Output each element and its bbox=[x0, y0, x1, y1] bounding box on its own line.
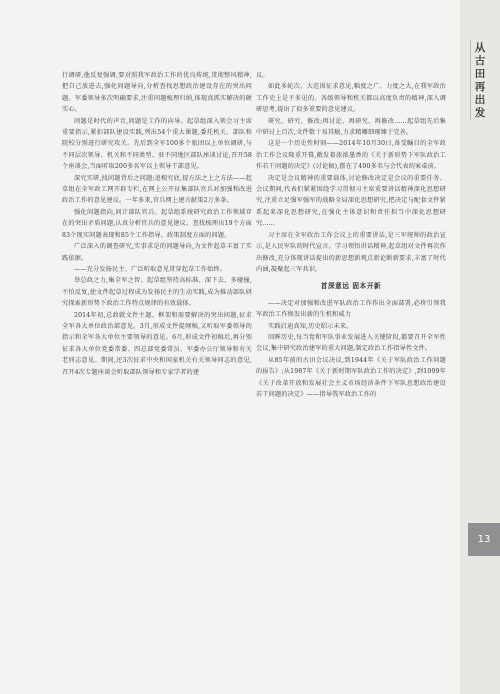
paragraph: 问题是时代的声音,问题是工作的向导。起草组深入领会习主席重要指示,紧扣部队建设实践,列出54个重大课题,委托机关、部队和院校分别进行研究攻关。先后到全军100多个旅团以上单位调研,与不同层次领导、机关和不同类型、驻不同地区部队座谈讨论,召开58个座谈会,当面听取200多名军以上领导干部意见。 bbox=[62, 117, 252, 171]
page-number: 13 bbox=[477, 534, 491, 545]
paragraph: 从85年前的古田会议决议,到1944年《关于军队政治工作问题的报告》;从1987年《关于新时期军队政治工作的决定》,到1999年《关于改革开放和发展社会主义市场经济条件下军队思想政治建设若干问题的决定》——指导我军政治工作的 bbox=[256, 356, 446, 398]
right-column bbox=[256, 70, 446, 400]
paragraph: 行调研,他反复强调,要对照我军政治工作的优良传统,贯彻整风精神,把自己放进去,强化问题导向,分析查找思想政治建设存在的突出问题。军委领导多次明确要求,注重问题梳理归纳,体现真抓实解决的硬实心。 bbox=[62, 72, 252, 114]
paragraph: 回眸历史,每当党和军队事业发展进入关键阶段,都要召开全军性会议,集中研究政治建军的重大问题,制定政治工作指导性文件。 bbox=[256, 333, 446, 353]
section-heading: 首深意远 固本开新 bbox=[320, 282, 382, 291]
paragraph: 深究实研,找问题背后之问题;追根究底,提方法之上之方法——起草组在全军政工网开辟专栏,在网上公开征集部队官兵对加强和改进政治工作的意见建议。一年多来,官兵网上建言献策2万多条。 bbox=[62, 174, 252, 205]
paragraph: ——决定对加强和改进军队政治工作作出全面部署,必将引领我军政治工作焕发出新的生机和威力 bbox=[256, 299, 446, 319]
paragraph: ——充分发扬民主、广泛听取意见贯穿起草工作始终。 bbox=[74, 265, 227, 273]
paragraph: 研究、研究、修改;再讨论、再研究、再修改……起草组先后集中研讨上百次,文件数十易其稿,力求精雕细琢臻于完善。 bbox=[256, 117, 446, 137]
section-title-vertical: 从古田再出发 bbox=[474, 42, 486, 119]
paragraph: 决定是会议精神的重要载体,讨论修改决定是会议的重要任务。会议期间,代表们紧紧围绕学习贯彻习主席重要讲话精神深化思想研究,注重立足强军强军的战略全局深化思想研究,把决定与配套文件紧系起来深化思想研究,在强化主体意识和责任担当中深化思想研究…… bbox=[256, 174, 446, 228]
left-column bbox=[62, 70, 252, 378]
paragraph: 如此多轮次、大范围征求意见,幅度之广、力度之大,在我军政治工作史上是不多见的。各级领导和机关都以高度负责的精神,深入调研思考,提出了很多重要的意见建议。 bbox=[256, 83, 446, 114]
paragraph: 这是一个历史性时刻——2014年10月30日,备受瞩目的全军政治工作会议隆重开幕,敞发着浓浓墨香的《关于新形势下军队政治工作若干问题的决定》(讨论稿),摆在了400多名与会代表的案桌前。 bbox=[256, 140, 446, 171]
paragraph: 强化问题指向,问计部队官兵。起草组系统研究政治工作领域存在的突出矛盾问题,认真分析官兵的意见建议。查找梳理出19个方面83个现实问题表现和85个工作指导、政策制度方面的问题。 bbox=[62, 208, 252, 239]
side-divider bbox=[470, 40, 471, 120]
paragraph: 2014年初,总政就文件主题、框架和需要解决的突出问题,征求全军各大单位政治部意见。3月,形成文件提纲稿,又听取军委领导的指示和全军各大单位主要领导的意见。6月,形成文件初稿后,再分别征求各大单位党委常委、四总部党委常员、军委办公厅领导和有关老同志意见。期间,还3次征求中央和国家机关有关领导同志的意见,召开4次专题座谈会听取部队领导和专家学者的建 bbox=[62, 311, 252, 376]
paragraph: 习主席在全军政治工作会议上的重要讲话,是三军统帅的政治宣示,是人民军队的时代宣言。学习领悟讲话精神,起草组对文件再次作出修改,充分体现讲话提出的新思想新观点新论断新要求,丰富了时代内涵,凝聚起三军共识。 bbox=[256, 231, 446, 273]
paragraph: 广泛深入的调查研究,实事求是的问题导向,为文件起草丰富了实践依据。 bbox=[62, 243, 252, 262]
paragraph: 举总政之力,集全军之智。起草组坚持高标准、深下去、多碰撞,不怕反复,使文件起草过程成为发扬民主的生动实践,成为推动部队研究探索新形势下政治工作特点规律的有效载体。 bbox=[62, 277, 252, 308]
paragraph: 实践启迪真知,历史昭示未来。 bbox=[268, 322, 353, 330]
paragraph: 议。 bbox=[256, 72, 269, 79]
